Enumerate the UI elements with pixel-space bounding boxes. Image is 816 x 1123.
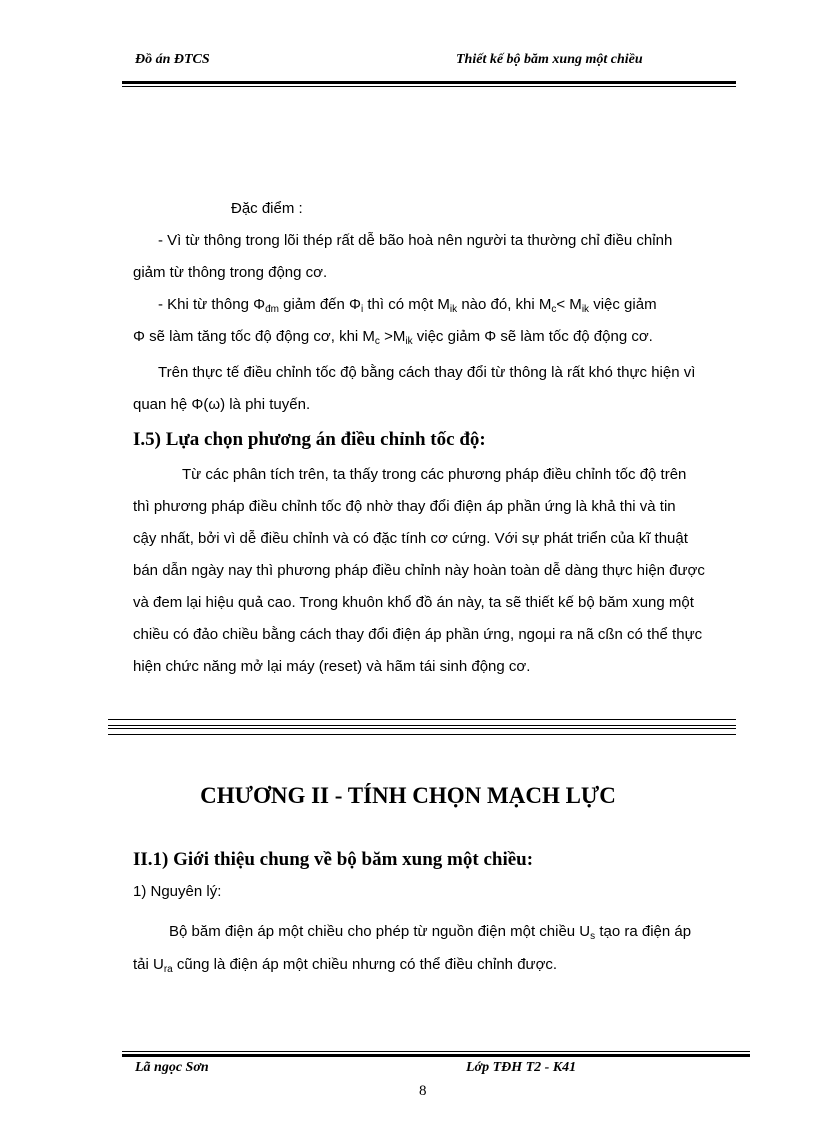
i5-line-2: thì phương pháp điều chỉnh tốc độ nhờ thay đổi điện áp phần ứng là khả thi và tin <box>133 498 676 515</box>
chapter-separator-bottom <box>108 728 736 735</box>
section-i5-heading: I.5) Lựa chọn phương án điều chỉnh tốc độ: <box>133 429 486 450</box>
footer-right: Lớp TĐH T2 - K41 <box>466 1060 577 1075</box>
i5-line-7: hiện chức năng mở lại máy (reset) và hãm tái sinh động cơ. <box>133 658 531 675</box>
i5-line-1: Từ các phân tích trên, ta thấy trong các phương pháp điều chỉnh tốc độ trên <box>182 466 687 483</box>
header-rule-thin <box>122 86 736 87</box>
ii1-subheading: 1) Nguyên lý: <box>133 883 222 900</box>
section-ii1-heading: II.1) Giới thiệu chung về bộ băm xung một chiều: <box>133 849 534 870</box>
footer-rule-thick <box>122 1054 750 1057</box>
header-left: Đồ án ĐTCS <box>135 52 210 67</box>
chapter-title: CHƯƠNG II - TÍNH CHỌN MẠCH LỰC <box>200 783 616 808</box>
i5-line-6: chiều có đảo chiều bằng cách thay đổi điện áp phần ứng, ngoµi ra nã cßn có thể thực <box>133 626 703 643</box>
ii1-line-1: Bộ băm điện áp một chiều cho phép từ nguồn điện một chiều $U_s$ tạo ra điện áp <box>169 923 692 942</box>
bullet2-line2: Φ sẽ làm tăng tốc độ động cơ, khi $M_c >M_{ik}$ việc giảm Φ sẽ làm tốc độ động cơ. <box>133 328 653 347</box>
chapter-separator-top <box>108 719 736 726</box>
page-number: 8 <box>419 1083 427 1099</box>
i5-line-3: cậy nhất, bởi vì dễ điều chỉnh và có đặc tính cơ cứng. Với sự phát triển của kĩ thuật <box>133 530 688 547</box>
footer-left: Lã ngọc Sơn <box>135 1060 209 1075</box>
header-right: Thiết kế bộ băm xung một chiều <box>456 52 643 67</box>
bullet1-line2: giảm từ thông trong động cơ. <box>133 264 328 281</box>
i5-line-5: và đem lại hiệu quả cao. Trong khuôn khổ đồ án này, ta sẽ thiết kế bộ băm xung một <box>133 594 694 611</box>
para-line1: Trên thực tế điều chỉnh tốc độ bằng cách thay đổi từ thông là rất khó thực hiện vì <box>158 364 696 381</box>
i5-line-4: bán dẫn ngày nay thì phương pháp điều chỉnh này hoàn toàn dễ dàng thực hiện được <box>133 562 705 579</box>
bullet2-line1: - Khi từ thông $\Phi_{đm}$ giảm đến $\Phi_i$ thì có một $M_{ik}$ nào đó, khi $M_c< M_{ik}$ việc giảm <box>158 296 657 315</box>
bullet1-line1: - Vì từ thông trong lõi thép rất dễ bão hoà nên người ta thường chỉ điều chỉnh <box>158 232 673 249</box>
feature-label: Đặc điểm : <box>231 200 303 217</box>
para-line2: quan hệ Φ(ω) là phi tuyến. <box>133 396 311 413</box>
ii1-line-2: tải $U_{ra}$ cũng là điện áp một chiều nhưng có thể điều chỉnh được. <box>133 956 558 975</box>
header-rule-thick <box>122 81 736 84</box>
footer-rule-thin <box>122 1051 750 1052</box>
